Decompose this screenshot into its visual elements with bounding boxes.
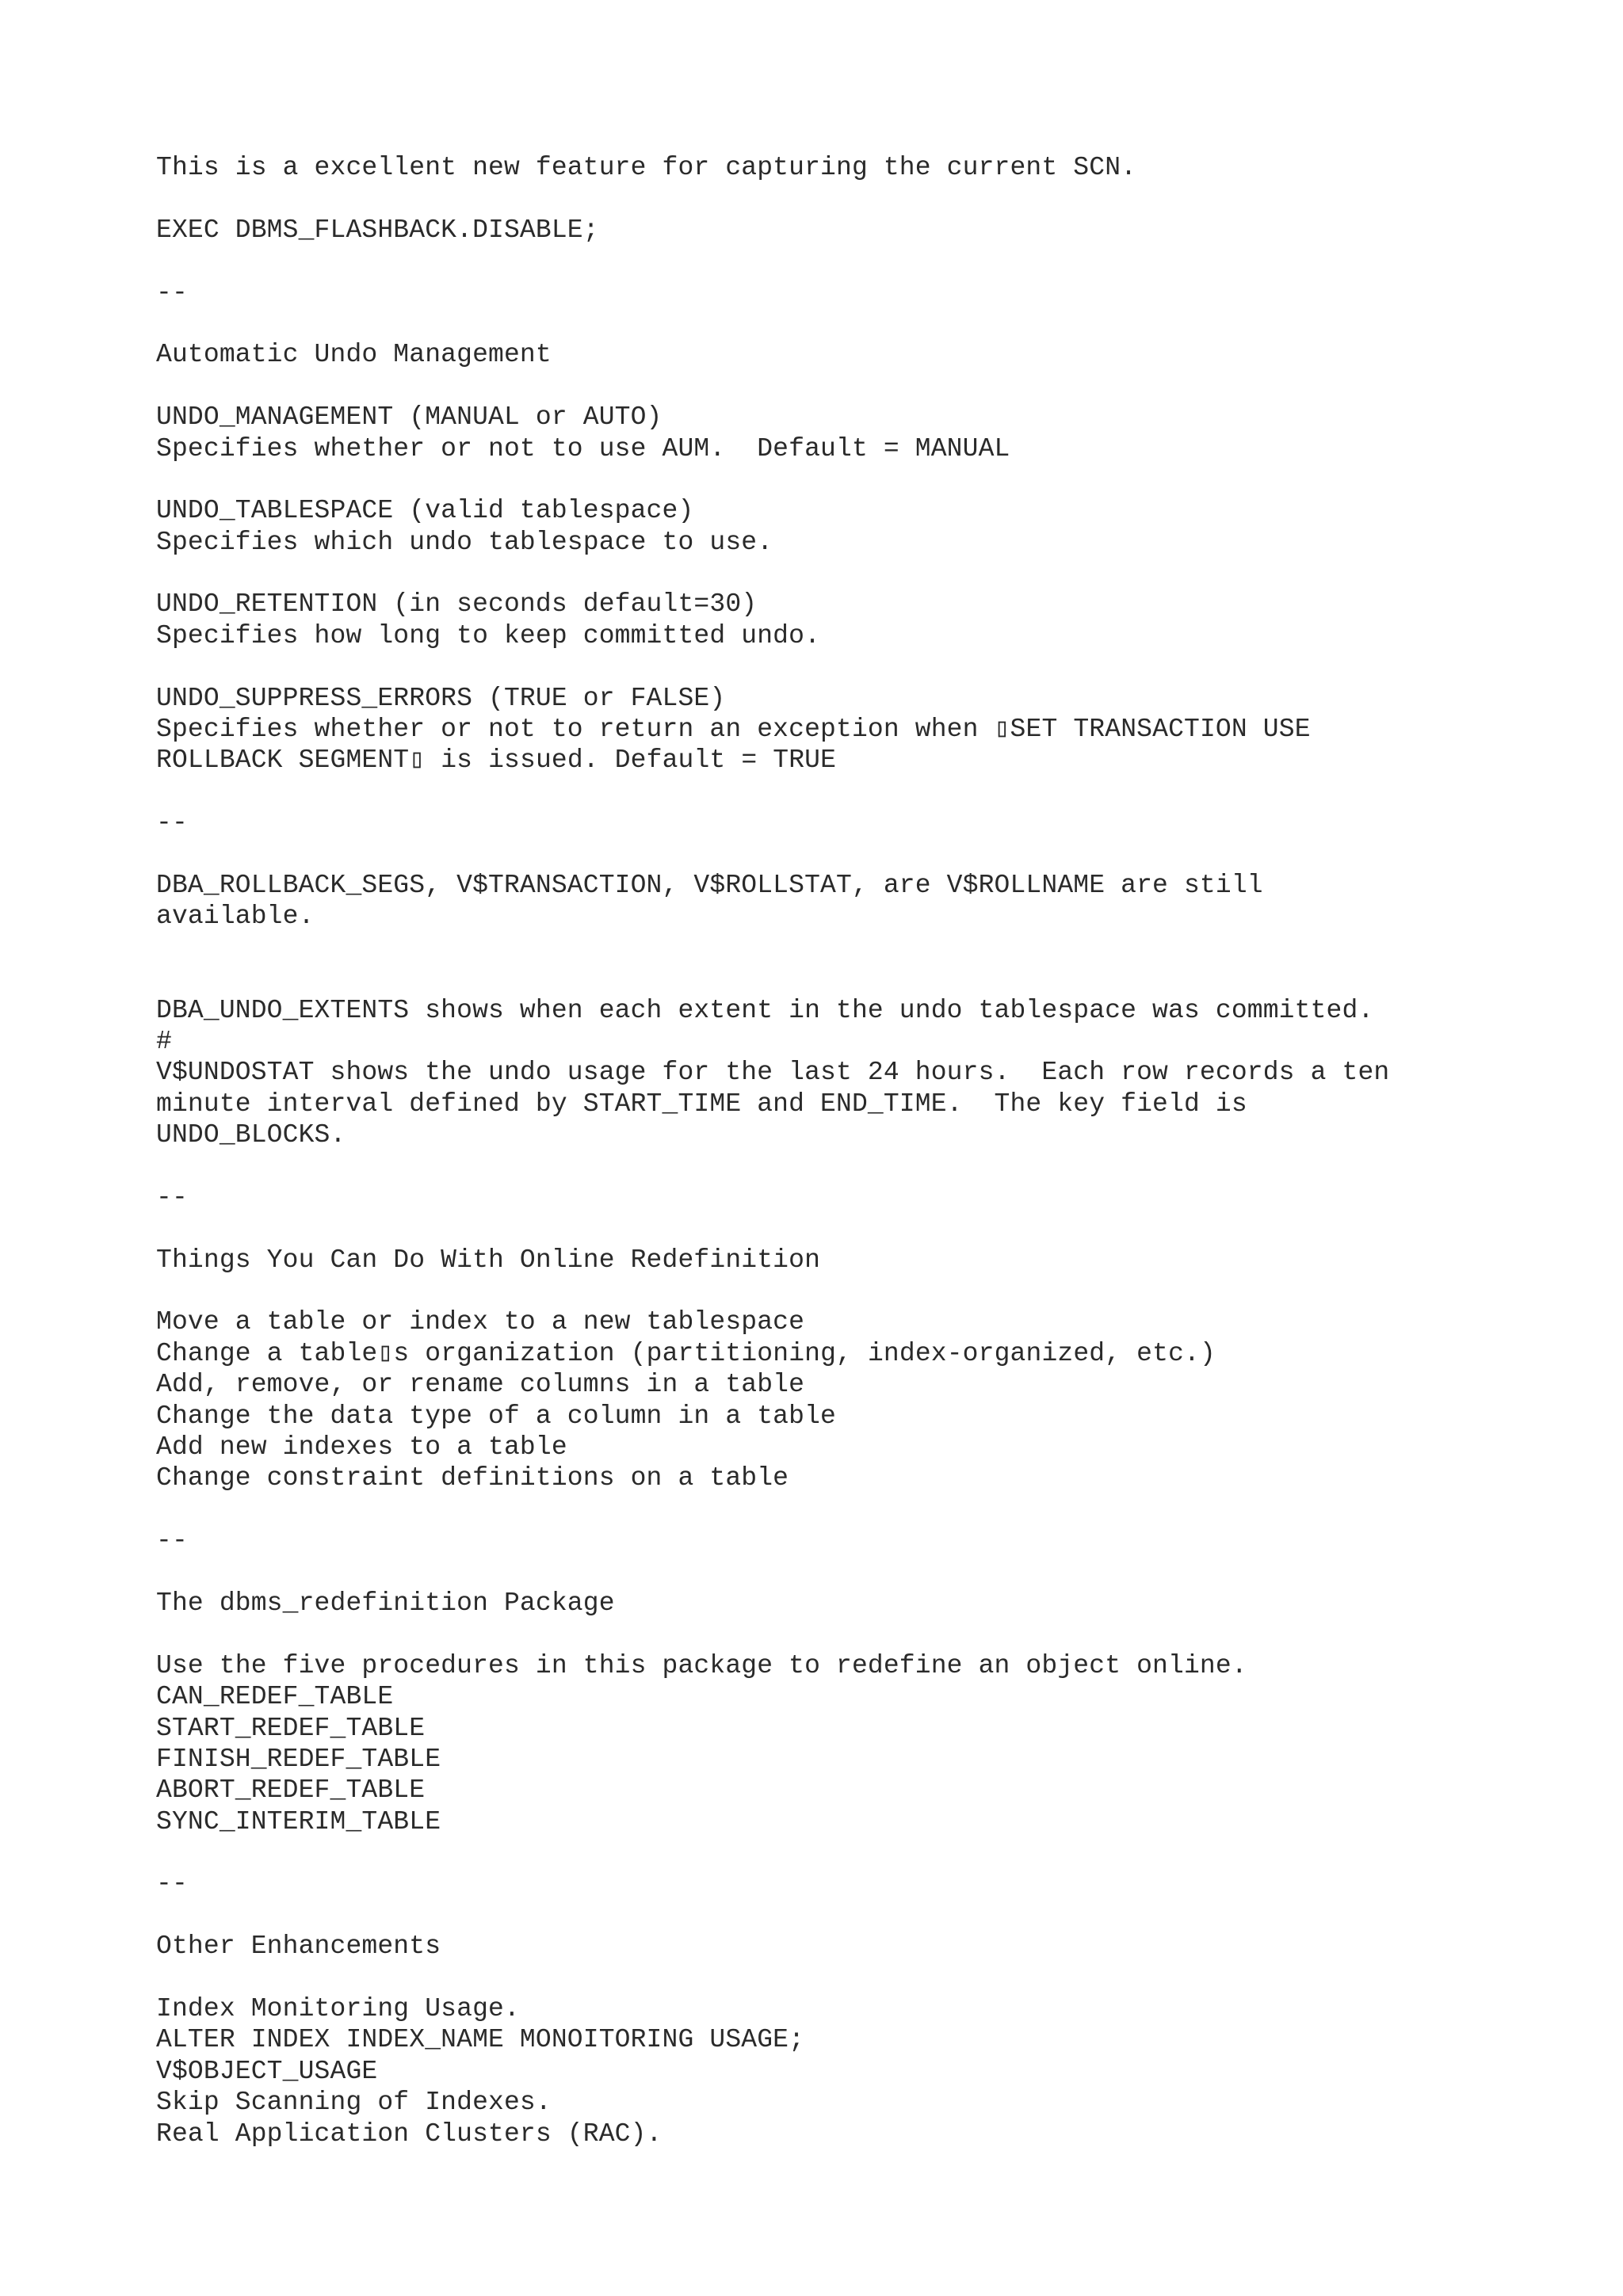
document-line: UNDO_MANAGEMENT (MANUAL or AUTO) (156, 402, 663, 433)
document-line (156, 1494, 1503, 1525)
document-line (156, 651, 1503, 682)
document-line (156, 1837, 1503, 1868)
document-line: Other Enhancements (156, 1932, 441, 1962)
document-line: Automatic Undo Management (156, 340, 552, 370)
document-line: ABORT_REDEF_TABLE (156, 1775, 426, 1806)
document-line (156, 558, 1503, 589)
document-line: Real Application Clusters (RAC). (156, 2119, 663, 2149)
document-line (156, 933, 1503, 963)
document-line: -- (156, 1869, 188, 1899)
document-body (156, 152, 1503, 2149)
document-line (156, 371, 1503, 402)
document-line: Specifies which undo tablespace to use. (156, 527, 773, 557)
document-line: Specifies how long to keep committed undo. (156, 620, 821, 650)
document-line: Change a table▯s organization (partitioning, index-organized, etc.) (156, 1338, 1216, 1368)
document-line (156, 1900, 1503, 1931)
document-line: Index Monitoring Usage. (156, 1994, 520, 2024)
document-line: ROLLBACK SEGMENT▯ is issued. Default = TRUE (156, 746, 837, 776)
document-line (156, 183, 1503, 214)
document-line: The dbms_redefinition Package (156, 1588, 615, 1618)
document-line: Add new indexes to a table (156, 1432, 567, 1463)
document-line: UNDO_BLOCKS. (156, 1120, 346, 1150)
document-line (156, 839, 1503, 870)
document-line: UNDO_TABLESPACE (valid tablespace) (156, 496, 694, 526)
document-line: -- (156, 277, 188, 307)
document-line: This is a excellent new feature for capturing the current SCN. (156, 153, 1137, 182)
document-line: Change the data type of a column in a table (156, 1401, 836, 1431)
document-line: EXEC DBMS_FLASHBACK.DISABLE; (156, 215, 599, 245)
document-line: FINISH_REDEF_TABLE (156, 1744, 441, 1774)
document-line (156, 963, 1503, 994)
document-line: UNDO_RETENTION (in seconds default=30) (156, 589, 758, 620)
document-line: ALTER INDEX INDEX_NAME MONOITORING USAGE; (156, 2025, 805, 2055)
document-line: # (156, 1026, 172, 1056)
document-line: CAN_REDEF_TABLE (156, 1682, 394, 1712)
document-line (156, 1276, 1503, 1306)
document-line (156, 1151, 1503, 1182)
document-line (156, 1619, 1503, 1650)
document-line (156, 776, 1503, 807)
document-line (156, 1557, 1503, 1588)
document-line: SYNC_INTERIM_TABLE (156, 1806, 441, 1836)
document-line: Things You Can Do With Online Redefinition (156, 1245, 821, 1275)
document-line: Add, remove, or rename columns in a table (156, 1370, 805, 1400)
document-line: Change constraint definitions on a table (156, 1463, 789, 1493)
document-line: Move a table or index to a new tablespace (156, 1307, 805, 1337)
document-line: minute interval defined by START_TIME and END_TIME. The key field is (156, 1089, 1247, 1119)
document-line: Use the five procedures in this package to redefine an object online. (156, 1650, 1247, 1680)
document-line: -- (156, 1182, 188, 1212)
document-line (156, 464, 1503, 495)
document-line: -- (156, 808, 188, 838)
document-line: UNDO_SUPPRESS_ERRORS (TRUE or FALSE) (156, 683, 726, 713)
document-line (156, 1962, 1503, 1993)
document-line: DBA_ROLLBACK_SEGS, V$TRANSACTION, V$ROLLSTAT, are V$ROLLNAME are still (156, 870, 1263, 900)
document-line: V$UNDOSTAT shows the undo usage for the last 24 hours. Each row records a ten (156, 1058, 1390, 1088)
document-line: Specifies whether or not to return an exception when ▯SET TRANSACTION USE (156, 715, 1311, 745)
document-line: available. (156, 902, 315, 932)
document-line: Specifies whether or not to use AUM. Default = MANUAL (156, 433, 1010, 463)
document-line (156, 308, 1503, 339)
document-line: START_REDEF_TABLE (156, 1713, 426, 1743)
document-line: Skip Scanning of Indexes. (156, 2088, 552, 2118)
document-line (156, 1213, 1503, 1244)
document-line: V$OBJECT_USAGE (156, 2056, 378, 2086)
document-line: -- (156, 1526, 188, 1556)
document-line: DBA_UNDO_EXTENTS shows when each extent in the undo tablespace was committed. (156, 995, 1374, 1025)
document-line (156, 246, 1503, 277)
